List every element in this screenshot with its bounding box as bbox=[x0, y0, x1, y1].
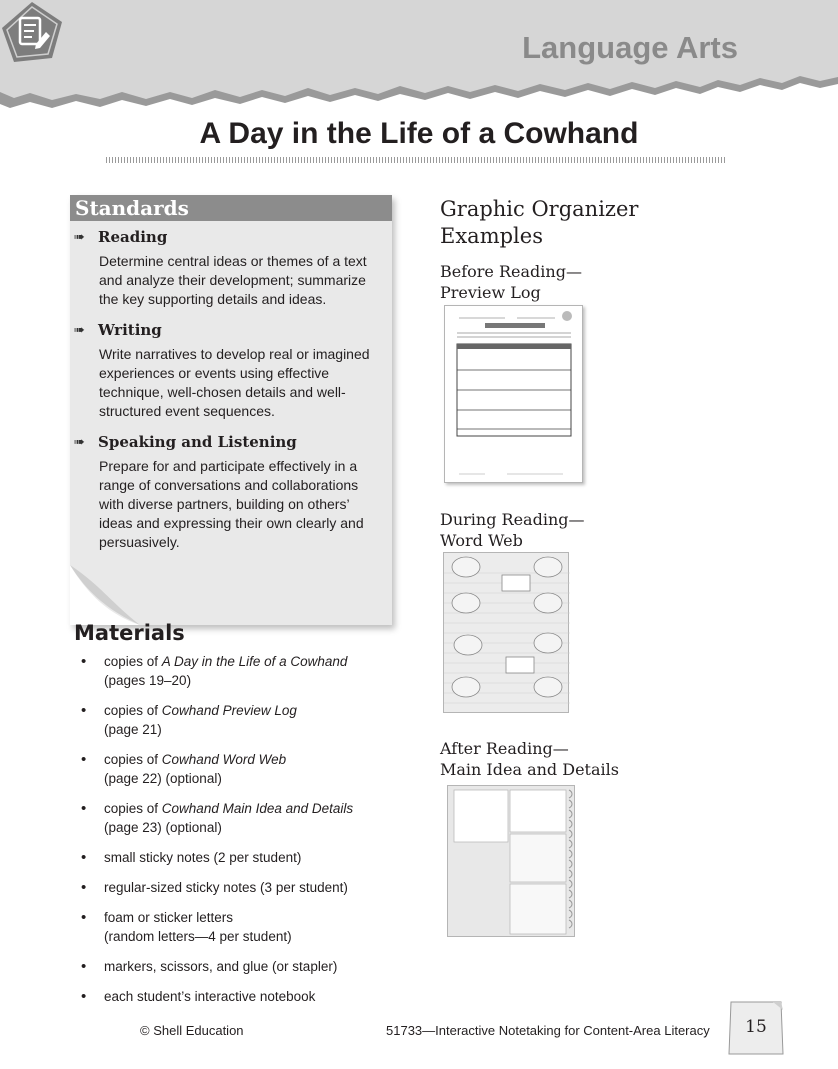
main-idea-thumbnail bbox=[447, 785, 575, 937]
arrow-right-icon: ➠ bbox=[74, 322, 85, 338]
list-item: • each student’s interactive notebook bbox=[80, 987, 390, 1006]
standard-body: Determine central ideas or themes of a text and analyze their development; summarize the key supporting details and ideas. bbox=[99, 253, 367, 307]
example-heading-main-idea: After Reading— Main Idea and Details bbox=[440, 739, 619, 779]
footer-publisher: © Shell Education bbox=[140, 1023, 244, 1038]
standard-speaking-listening bbox=[74, 433, 384, 552]
list-item: • copies of Cowhand Preview Log (page 21) bbox=[80, 701, 390, 739]
standard-writing bbox=[74, 321, 384, 421]
arrow-right-icon: ➠ bbox=[74, 229, 85, 245]
materials-list bbox=[80, 652, 390, 1017]
standards-heading: Standards bbox=[75, 196, 189, 220]
standard-body: Write narratives to develop real or imagined experiences or events using effective technique, well-chosen details and well-structured event sequences. bbox=[99, 346, 370, 419]
page-title: A Day in the Life of a Cowhand bbox=[199, 117, 639, 150]
list-item: • markers, scissors, and glue (or stapler) bbox=[80, 957, 390, 976]
footer-book-title: 51733—Interactive Notetaking for Content-Area Literacy bbox=[386, 1023, 710, 1038]
list-item: • copies of Cowhand Main Idea and Details (page 23) (optional) bbox=[80, 799, 390, 837]
section-label: Language Arts bbox=[522, 30, 738, 65]
header-banner bbox=[0, 0, 838, 110]
title-divider bbox=[106, 157, 726, 163]
page-curl bbox=[70, 565, 140, 625]
standards-header bbox=[70, 195, 392, 221]
example-heading-preview-log: Before Reading— Preview Log bbox=[440, 262, 582, 302]
document-pencil-icon bbox=[0, 0, 64, 64]
list-item: • copies of Cowhand Word Web (page 22) (optional) bbox=[80, 750, 390, 788]
standard-title: Writing bbox=[98, 321, 162, 339]
standard-title: Reading bbox=[98, 228, 168, 246]
list-item: • foam or sticker letters (random letters—4 per student) bbox=[80, 908, 390, 946]
arrow-right-icon: ➠ bbox=[74, 434, 85, 450]
standard-body: Prepare for and participate effectively in a range of conversations and collaborations with diverse partners, building on others’ ideas and expressing their own clearly and persuasively. bbox=[99, 458, 364, 550]
standards-card bbox=[70, 195, 392, 625]
list-item: • copies of A Day in the Life of a Cowhand (pages 19–20) bbox=[80, 652, 390, 690]
graphic-organizer-heading: Graphic Organizer Examples bbox=[440, 197, 639, 248]
list-item: • regular-sized sticky notes (3 per student) bbox=[80, 878, 390, 897]
standard-reading bbox=[74, 228, 384, 309]
example-heading-word-web: During Reading— Word Web bbox=[440, 510, 585, 550]
materials-heading: Materials bbox=[74, 621, 185, 645]
page-number: 15 bbox=[745, 1017, 767, 1037]
list-item: • small sticky notes (2 per student) bbox=[80, 848, 390, 867]
preview-log-thumbnail bbox=[444, 305, 583, 483]
word-web-thumbnail bbox=[443, 552, 569, 713]
standard-title: Speaking and Listening bbox=[98, 433, 297, 451]
